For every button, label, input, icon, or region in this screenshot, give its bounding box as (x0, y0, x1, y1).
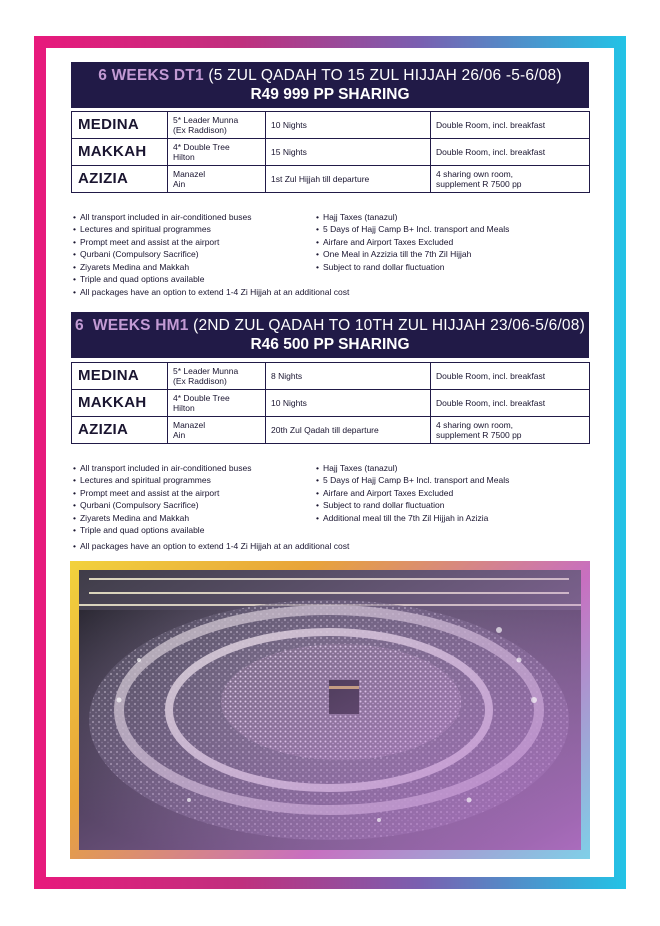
list-item: • Qurbani (Compulsory Sacrifice) (73, 248, 323, 260)
table-row (72, 417, 590, 444)
table-row (72, 139, 590, 166)
purple-glow (79, 570, 581, 850)
list-item: • All transport included in air-conditioned buses (73, 462, 323, 474)
city-cell: AZIZIA (72, 417, 168, 444)
list-item: • Qurbani (Compulsory Sacrifice) (73, 499, 323, 511)
package-2-name: 6 WEEKS HM1 (75, 317, 189, 334)
city-cell: MAKKAH (72, 139, 168, 166)
city-cell: MAKKAH (72, 390, 168, 417)
city-cell: MEDINA (72, 363, 168, 390)
list-item: • Prompt meet and assist at the airport (73, 236, 323, 248)
list-item: • Triple and quad options available (73, 524, 323, 536)
photo-frame (70, 561, 590, 859)
hotel-cell: 5* Leader Munna (Ex Raddison) (168, 112, 266, 139)
hotel-cell: 4* Double Tree Hilton (168, 390, 266, 417)
list-item: • Subject to rand dollar fluctuation (316, 499, 586, 511)
inclusions-left-column (73, 462, 323, 536)
package-1-header (71, 62, 589, 108)
package-2-dates: (2ND ZUL QADAH TO 10TH ZUL HIJJAH 23/06-5/6/08) (193, 317, 585, 334)
city-cell: AZIZIA (72, 166, 168, 193)
list-item: • Airfare and Airport Taxes Excluded (316, 236, 586, 248)
list-item: • All transport included in air-conditioned buses (73, 211, 323, 223)
package-1-dates: (5 ZUL QADAH TO 15 ZUL HIJJAH 26/06 -5-6/08) (208, 67, 562, 84)
list-item: • Prompt meet and assist at the airport (73, 487, 323, 499)
list-item: • One Meal in Azzizia till the 7th Zil Hijjah (316, 248, 586, 260)
list-item: • Ziyarets Medina and Makkah (73, 512, 323, 524)
package-1-inclusions (73, 211, 593, 303)
list-item: • Triple and quad options available (73, 273, 323, 285)
room-cell: Double Room, incl. breakfast (431, 363, 590, 390)
nights-cell: 1st Zul Hijjah till departure (266, 166, 431, 193)
list-item: • 5 Days of Hajj Camp B+ Incl. transport and Meals (316, 474, 586, 486)
package-2-header (71, 312, 589, 358)
room-cell: 4 sharing own room, supplement R 7500 pp (431, 166, 590, 193)
masjid-al-haram-illustration (79, 570, 581, 850)
list-item: • 5 Days of Hajj Camp B+ Incl. transport and Meals (316, 223, 586, 235)
table-row (72, 363, 590, 390)
list-item: • Additional meal till the 7th Zil Hijjah in Azizia (316, 512, 586, 524)
hotel-cell: 4* Double Tree Hilton (168, 139, 266, 166)
list-item: • Hajj Taxes (tanazul) (316, 462, 586, 474)
room-cell: 4 sharing own room, supplement R 7500 pp (431, 417, 590, 444)
table-row (72, 112, 590, 139)
nights-cell: 15 Nights (266, 139, 431, 166)
list-item: • Subject to rand dollar fluctuation (316, 261, 586, 273)
hotel-cell: Manazel Ain (168, 417, 266, 444)
list-item: • Lectures and spiritual programmes (73, 223, 323, 235)
nights-cell: 8 Nights (266, 363, 431, 390)
nights-cell: 20th Zul Qadah till departure (266, 417, 431, 444)
hotel-cell: Manazel Ain (168, 166, 266, 193)
table-row (72, 166, 590, 193)
nights-cell: 10 Nights (266, 390, 431, 417)
room-cell: Double Room, incl. breakfast (431, 139, 590, 166)
package-1-table (71, 111, 590, 193)
package-1-title (71, 67, 589, 85)
list-item: • All packages have an option to extend 1-4 Zi Hijjah at an additional cost (73, 286, 349, 298)
nights-cell: 10 Nights (266, 112, 431, 139)
kaaba-aerial-photo (79, 570, 581, 850)
package-2-price: R46 500 PP SHARING (250, 336, 410, 353)
room-cell: Double Room, incl. breakfast (431, 112, 590, 139)
package-2-table (71, 362, 590, 444)
package-2-title (71, 317, 589, 335)
list-item: • Airfare and Airport Taxes Excluded (316, 487, 586, 499)
list-item: • Lectures and spiritual programmes (73, 474, 323, 486)
inclusions-left-column (73, 211, 323, 285)
package-1-price: R49 999 PP SHARING (250, 86, 410, 103)
hotel-cell: 5* Leader Munna (Ex Raddison) (168, 363, 266, 390)
room-cell: Double Room, incl. breakfast (431, 390, 590, 417)
inclusions-right-column (316, 211, 586, 273)
table-row (72, 390, 590, 417)
package-1-name: 6 WEEKS DT1 (98, 67, 204, 84)
list-item: • Hajj Taxes (tanazul) (316, 211, 586, 223)
city-cell: MEDINA (72, 112, 168, 139)
list-item: • Ziyarets Medina and Makkah (73, 261, 323, 273)
package-2-inclusions (73, 462, 593, 554)
list-item: • All packages have an option to extend 1-4 Zi Hijjah at an additional cost (73, 540, 349, 552)
inclusions-right-column (316, 462, 586, 524)
